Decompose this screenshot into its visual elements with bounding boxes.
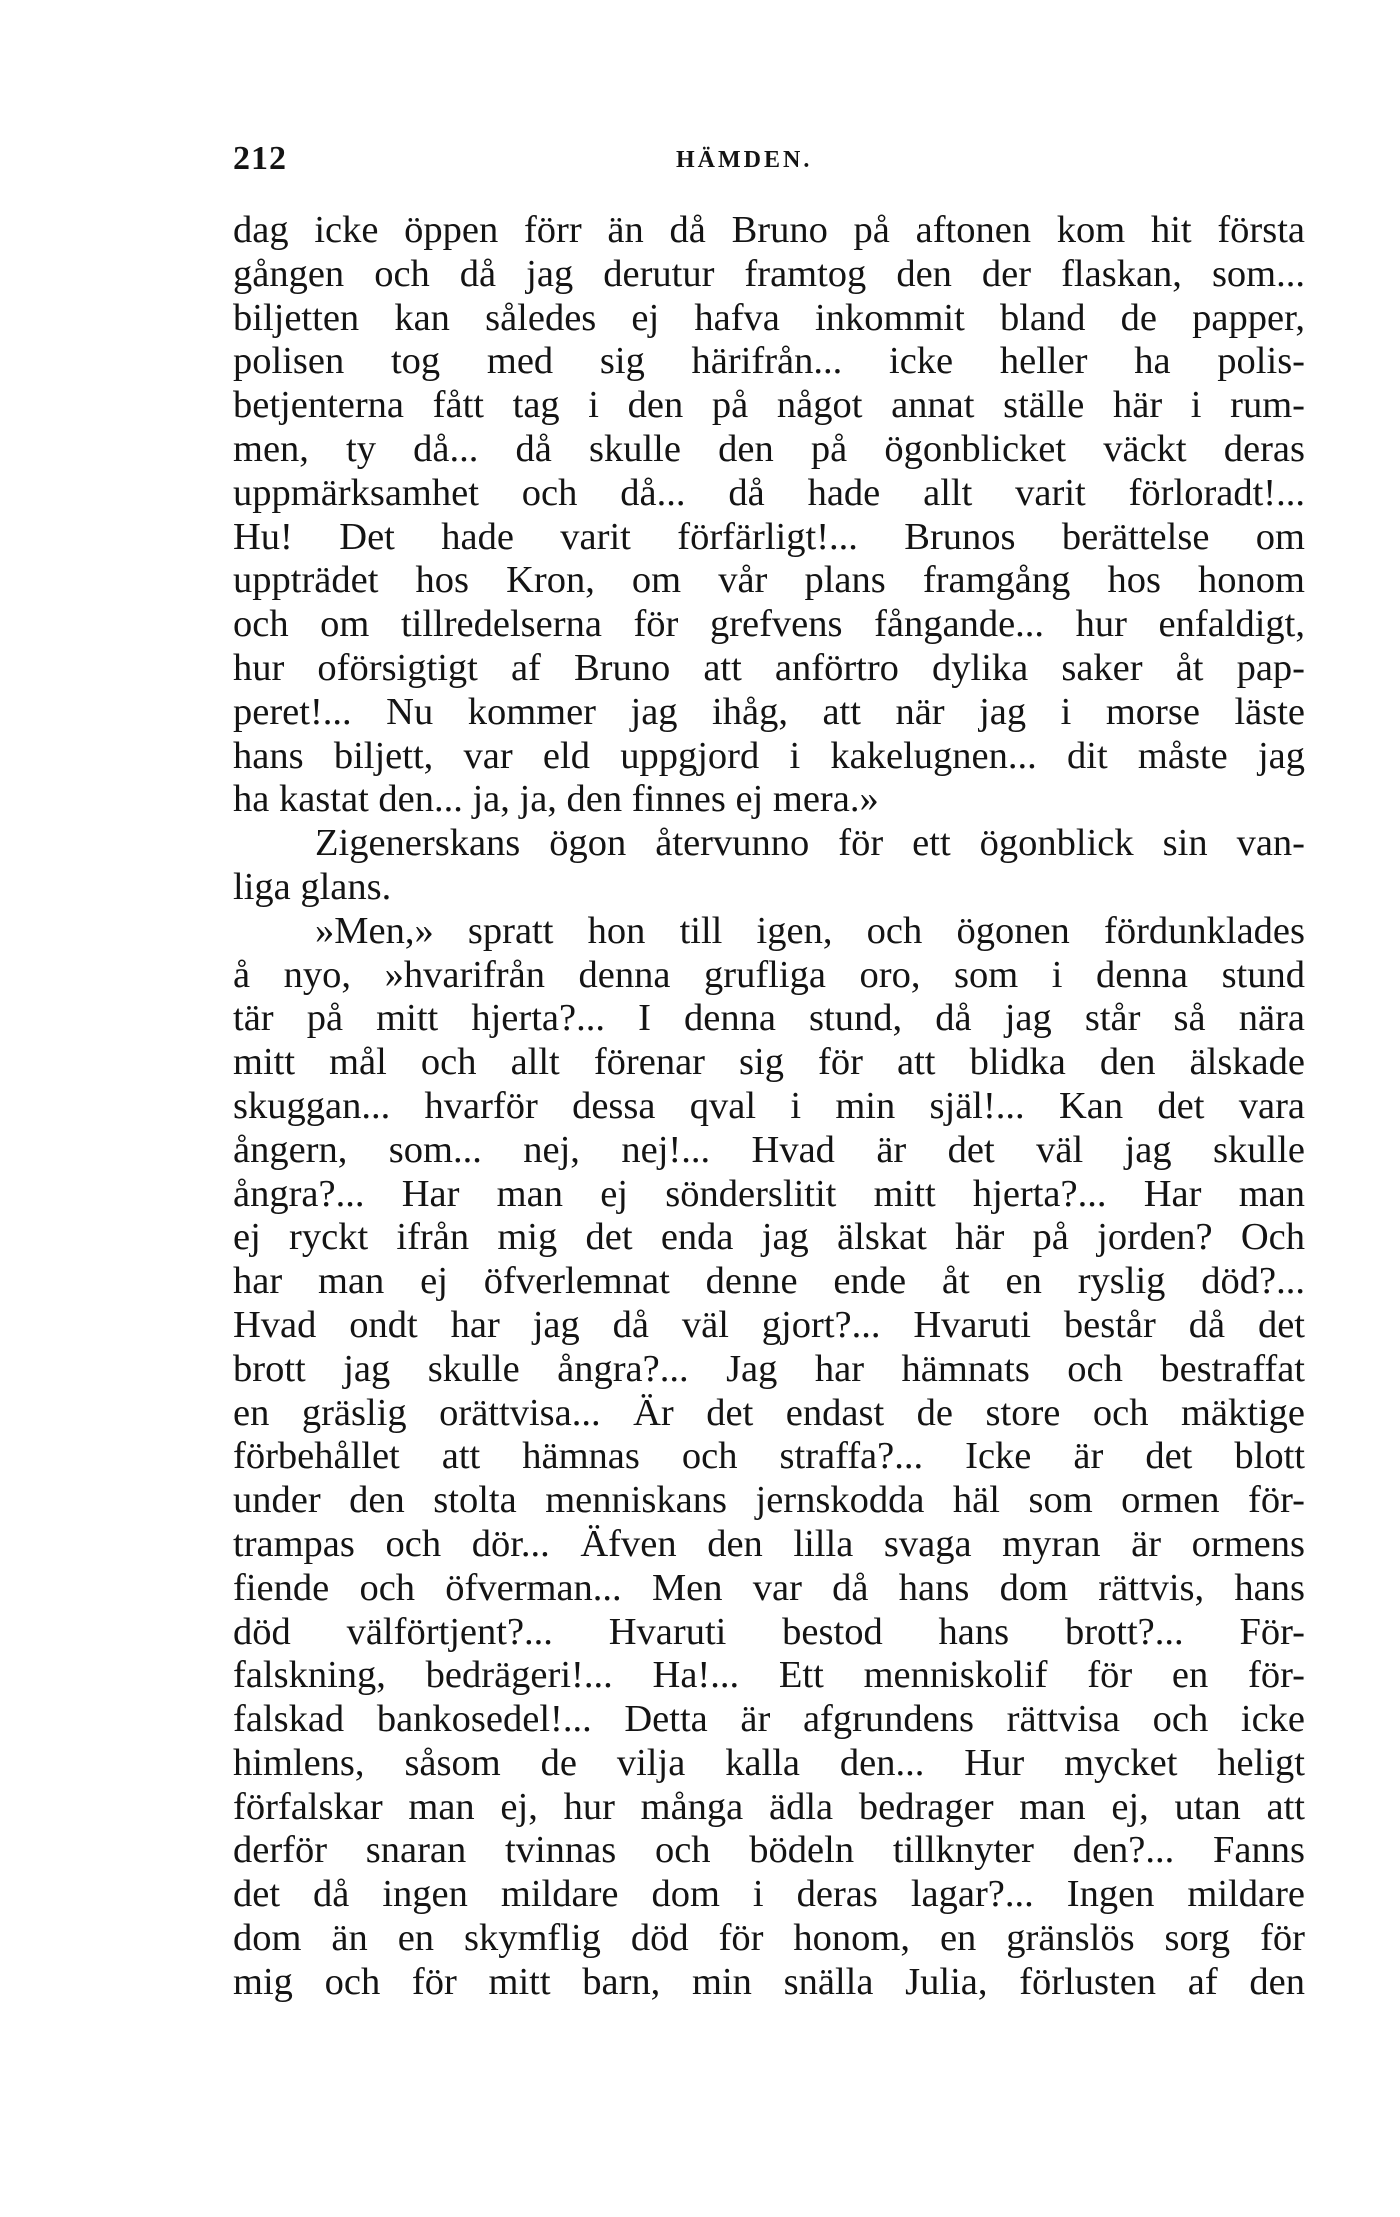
text-line: hans biljett, var eld uppgjord i kakelugnen... dit måste jag [233, 734, 1305, 777]
text-line: falskad bankosedel!... Detta är afgrundens rättvisa och icke [233, 1698, 1305, 1741]
running-title: HÄMDEN. [676, 147, 813, 173]
text-line: en gräslig orättvisa... Är det endast de store och mäktige [233, 1391, 1305, 1434]
text-line: falskning, bedrägeri!... Ha!... Ett menniskolif för en för- [233, 1654, 1305, 1697]
text-line: ångra?... Har man ej sönderslitit mitt hjerta?... Har man [233, 1172, 1305, 1215]
text-line: under den stolta menniskans jernskodda häl som ormen för- [233, 1479, 1305, 1522]
text-line: polisen tog med sig härifrån... icke heller ha polis- [233, 340, 1305, 383]
text-line: men, ty då... då skulle den på ögonblicket väckt deras [233, 427, 1305, 470]
body-text [233, 209, 1305, 2005]
text-line: förbehållet att hämnas och straffa?... Icke är det blott [233, 1435, 1305, 1478]
text-line: peret!... Nu kommer jag ihåg, att när jag i morse läste [233, 690, 1305, 733]
text-line: ha kastat den... ja, ja, den finnes ej mera.» [233, 778, 879, 821]
text-line: dom än en skymflig död för honom, en gränslös sorg för [233, 1917, 1305, 1960]
text-line: tär på mitt hjerta?... I denna stund, då jag står så nära [233, 997, 1305, 1040]
text-line: död välförtjent?... Hvaruti bestod hans brott?... För- [233, 1610, 1305, 1653]
text-line: »Men,» spratt hon till igen, och ögonen fördunklades [315, 909, 1305, 952]
text-line: betjenterna fått tag i den på något annat ställe här i rum- [233, 384, 1305, 427]
text-line: gången och då jag derutur framtog den der flaskan, som... [233, 252, 1305, 295]
text-line: å nyo, »hvarifrån denna grufliga oro, som i denna stund [233, 953, 1305, 996]
text-line: uppträdet hos Kron, om vår plans framgång hos honom [233, 559, 1305, 602]
text-line: ångern, som... nej, nej!... Hvad är det väl jag skulle [233, 1128, 1305, 1171]
text-line: dag icke öppen förr än då Bruno på aftonen kom hit första [233, 209, 1305, 251]
text-line: liga glans. [233, 865, 392, 908]
page-number: 212 [233, 140, 287, 177]
text-line: Hvad ondt har jag då väl gjort?... Hvaruti består då det [233, 1303, 1305, 1346]
text-line: Zigenerskans ögon återvunno för ett ögonblick sin van- [315, 822, 1305, 865]
text-line: himlens, såsom de vilja kalla den... Hur mycket heligt [233, 1741, 1305, 1784]
text-line: har man ej öfverlemnat denne ende åt en ryslig död?... [233, 1260, 1305, 1303]
text-line: mitt mål och allt förenar sig för att blidka den älskade [233, 1041, 1305, 1084]
text-line: biljetten kan således ej hafva inkommit bland de papper, [233, 296, 1305, 339]
text-line: förfalskar man ej, hur många ädla bedrager man ej, utan att [233, 1785, 1305, 1828]
text-line: det då ingen mildare dom i deras lagar?... Ingen mildare [233, 1873, 1305, 1916]
running-head [233, 140, 1305, 180]
text-line: fiende och öfverman... Men var då hans dom rättvis, hans [233, 1566, 1305, 1609]
text-line: Hu! Det hade varit förfärligt!... Brunos berättelse om [233, 515, 1305, 558]
text-line: derför snaran tvinnas och bödeln tillknyter den?... Fanns [233, 1829, 1305, 1872]
text-line: mig och för mitt barn, min snälla Julia, förlusten af den [233, 1960, 1305, 2003]
text-line: brott jag skulle ångra?... Jag har hämnats och bestraffat [233, 1347, 1305, 1390]
text-line: uppmärksamhet och då... då hade allt varit förloradt!... [233, 471, 1305, 514]
text-line: skuggan... hvarför dessa qval i min själ!... Kan det vara [233, 1084, 1305, 1127]
text-line: trampas och dör... Äfven den lilla svaga myran är ormens [233, 1522, 1305, 1565]
text-line: hur oförsigtigt af Bruno att anförtro dylika saker åt pap- [233, 646, 1305, 689]
text-line: och om tillredelserna för grefvens fångande... hur enfaldigt, [233, 603, 1305, 646]
text-line: ej ryckt ifrån mig det enda jag älskat här på jorden? Och [233, 1216, 1305, 1259]
